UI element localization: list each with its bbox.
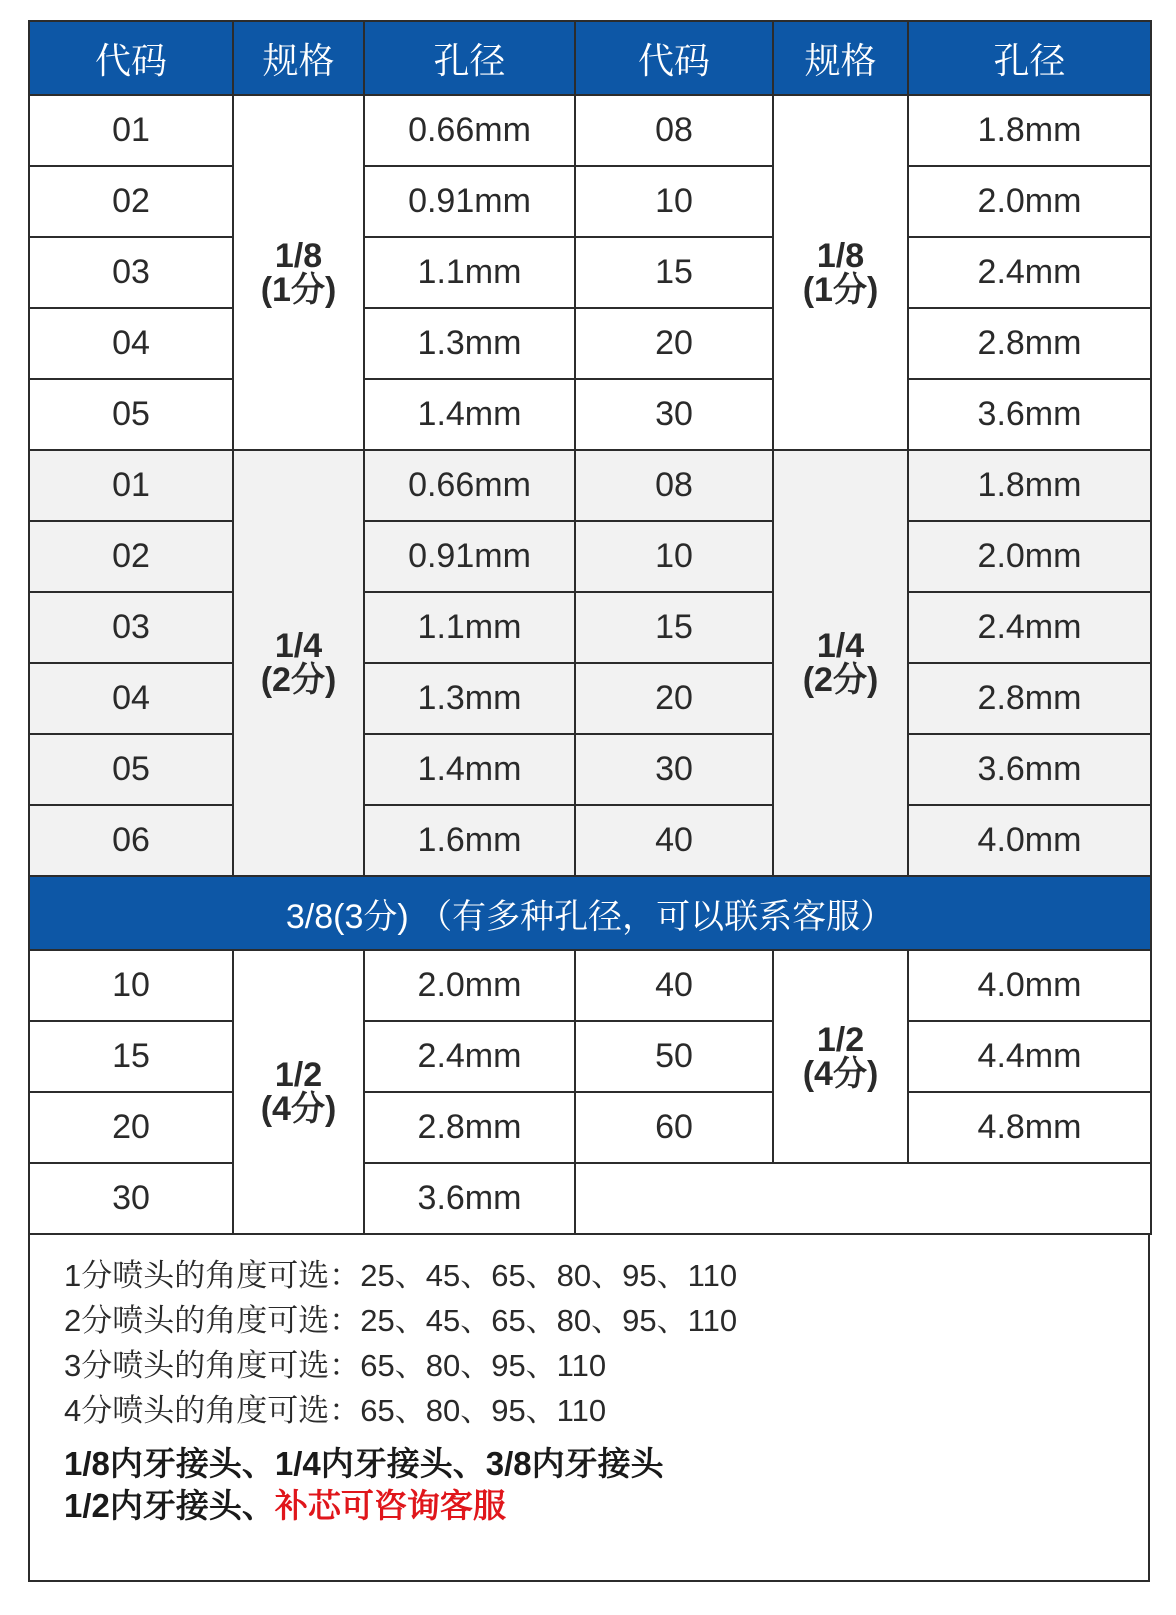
hole-cell: 2.4mm [364, 1021, 575, 1092]
code-cell: 20 [575, 663, 773, 734]
code-cell: 30 [575, 379, 773, 450]
hole-cell: 2.4mm [908, 237, 1151, 308]
header-spec-left: 规格 [233, 21, 364, 95]
code-cell: 50 [575, 1021, 773, 1092]
hole-cell: 4.0mm [908, 805, 1151, 876]
hole-cell: 1.3mm [364, 663, 575, 734]
hole-cell: 0.91mm [364, 166, 575, 237]
table-row [29, 308, 1151, 379]
code-cell: 10 [575, 166, 773, 237]
code-cell: 03 [29, 237, 233, 308]
code-cell: 01 [29, 95, 233, 166]
spec-fen: (1分) [802, 270, 879, 309]
spec-fen: (1分) [260, 270, 337, 309]
code-cell: 02 [29, 521, 233, 592]
hole-cell: 2.0mm [364, 950, 575, 1021]
table-row [29, 237, 1151, 308]
header-code-left: 代码 [29, 21, 233, 95]
fitting-note-2 [64, 1485, 1114, 1527]
spec-fen: (2分) [802, 661, 879, 699]
banner-3-8-note: 3/8(3分) （有多种孔径，可以联系客服） [29, 876, 1151, 950]
spec-cell-1-2-right [773, 950, 908, 1163]
hole-cell: 0.66mm [364, 95, 575, 166]
table-row [29, 1163, 1151, 1234]
table-row [29, 379, 1151, 450]
hole-cell: 4.8mm [908, 1092, 1151, 1163]
hole-cell: 1.3mm [364, 308, 575, 379]
hole-cell: 4.4mm [908, 1021, 1151, 1092]
spec-size: 1/8 [816, 236, 865, 275]
angle-note-1: 1分喷头的角度可选：25、45、65、80、95、110 [64, 1258, 738, 1293]
hole-cell: 3.6mm [364, 1163, 575, 1234]
hole-cell: 3.6mm [908, 379, 1151, 450]
code-cell: 10 [575, 521, 773, 592]
code-cell: 04 [29, 308, 233, 379]
spec-fen: (2分) [260, 661, 337, 699]
hole-cell: 0.91mm [364, 521, 575, 592]
spec-size: 1/8 [274, 236, 323, 275]
code-cell: 15 [29, 1021, 233, 1092]
spec-cell-1-4-left [233, 450, 364, 876]
angle-note-3: 3分喷头的角度可选：65、80、95、110 [64, 1348, 607, 1383]
header-code-right: 代码 [575, 21, 773, 95]
table-row [29, 521, 1151, 592]
table-row [29, 734, 1151, 805]
hole-cell: 1.6mm [364, 805, 575, 876]
hole-cell: 2.0mm [908, 166, 1151, 237]
code-cell: 30 [29, 1163, 233, 1234]
spec-size: 1/4 [274, 627, 323, 665]
code-cell: 15 [575, 237, 773, 308]
spec-fen: (4分) [802, 1054, 879, 1093]
code-cell: 10 [29, 950, 233, 1021]
fitting-notes [64, 1443, 1114, 1527]
hole-cell: 1.1mm [364, 592, 575, 663]
header-hole-left: 孔径 [364, 21, 575, 95]
code-cell: 04 [29, 663, 233, 734]
hole-cell: 2.8mm [364, 1092, 575, 1163]
hole-cell: 2.8mm [908, 663, 1151, 734]
spec-cell-1-2-left [233, 950, 364, 1234]
spec-cell-1-4-right [773, 450, 908, 876]
table-row [29, 1021, 1151, 1092]
spec-cell-1-8-left [233, 95, 364, 450]
hole-cell: 2.8mm [908, 308, 1151, 379]
code-cell: 20 [29, 1092, 233, 1163]
hole-cell: 2.0mm [908, 521, 1151, 592]
fitting-note-1: 1/8内牙接头、1/4内牙接头、3/8内牙接头 [64, 1445, 664, 1482]
hole-cell: 4.0mm [908, 950, 1151, 1021]
code-cell: 40 [575, 950, 773, 1021]
empty-cell [575, 1163, 1151, 1234]
code-cell: 15 [575, 592, 773, 663]
table-row [29, 1092, 1151, 1163]
angle-note-2: 2分喷头的角度可选：25、45、65、80、95、110 [64, 1303, 738, 1338]
table-row [29, 950, 1151, 1021]
table-row [29, 95, 1151, 166]
header-hole-right: 孔径 [908, 21, 1151, 95]
table-row [29, 450, 1151, 521]
spec-cell-1-8-right [773, 95, 908, 450]
hole-cell: 0.66mm [364, 450, 575, 521]
code-cell: 40 [575, 805, 773, 876]
code-cell: 08 [575, 95, 773, 166]
spec-fen: (4分) [260, 1090, 337, 1128]
table-row [29, 592, 1151, 663]
hole-cell: 3.6mm [908, 734, 1151, 805]
code-cell: 01 [29, 450, 233, 521]
fitting-note-2-prefix: 1/2内牙接头、 [64, 1487, 275, 1524]
table-header-row [29, 21, 1151, 95]
hole-cell: 1.8mm [908, 450, 1151, 521]
table-row [29, 663, 1151, 734]
code-cell: 06 [29, 805, 233, 876]
hole-cell: 1.4mm [364, 734, 575, 805]
spec-size: 1/2 [274, 1056, 323, 1094]
table-row [29, 166, 1151, 237]
code-cell: 08 [575, 450, 773, 521]
code-cell: 02 [29, 166, 233, 237]
spec-size: 1/2 [816, 1020, 865, 1059]
hole-cell: 1.4mm [364, 379, 575, 450]
contact-service-highlight: 补芯可咨询客服 [274, 1487, 506, 1524]
notes-section [64, 1253, 1114, 1527]
hole-cell: 1.1mm [364, 237, 575, 308]
code-cell: 05 [29, 379, 233, 450]
code-cell: 20 [575, 308, 773, 379]
code-cell: 03 [29, 592, 233, 663]
hole-cell: 1.8mm [908, 95, 1151, 166]
angle-note-4: 4分喷头的角度可选：65、80、95、110 [64, 1393, 607, 1428]
code-cell: 30 [575, 734, 773, 805]
spec-size: 1/4 [816, 627, 865, 665]
banner-row [29, 876, 1151, 950]
code-cell: 60 [575, 1092, 773, 1163]
nozzle-spec-table [28, 20, 1152, 1235]
code-cell: 05 [29, 734, 233, 805]
table-row [29, 805, 1151, 876]
hole-cell: 2.4mm [908, 592, 1151, 663]
header-spec-right: 规格 [773, 21, 908, 95]
